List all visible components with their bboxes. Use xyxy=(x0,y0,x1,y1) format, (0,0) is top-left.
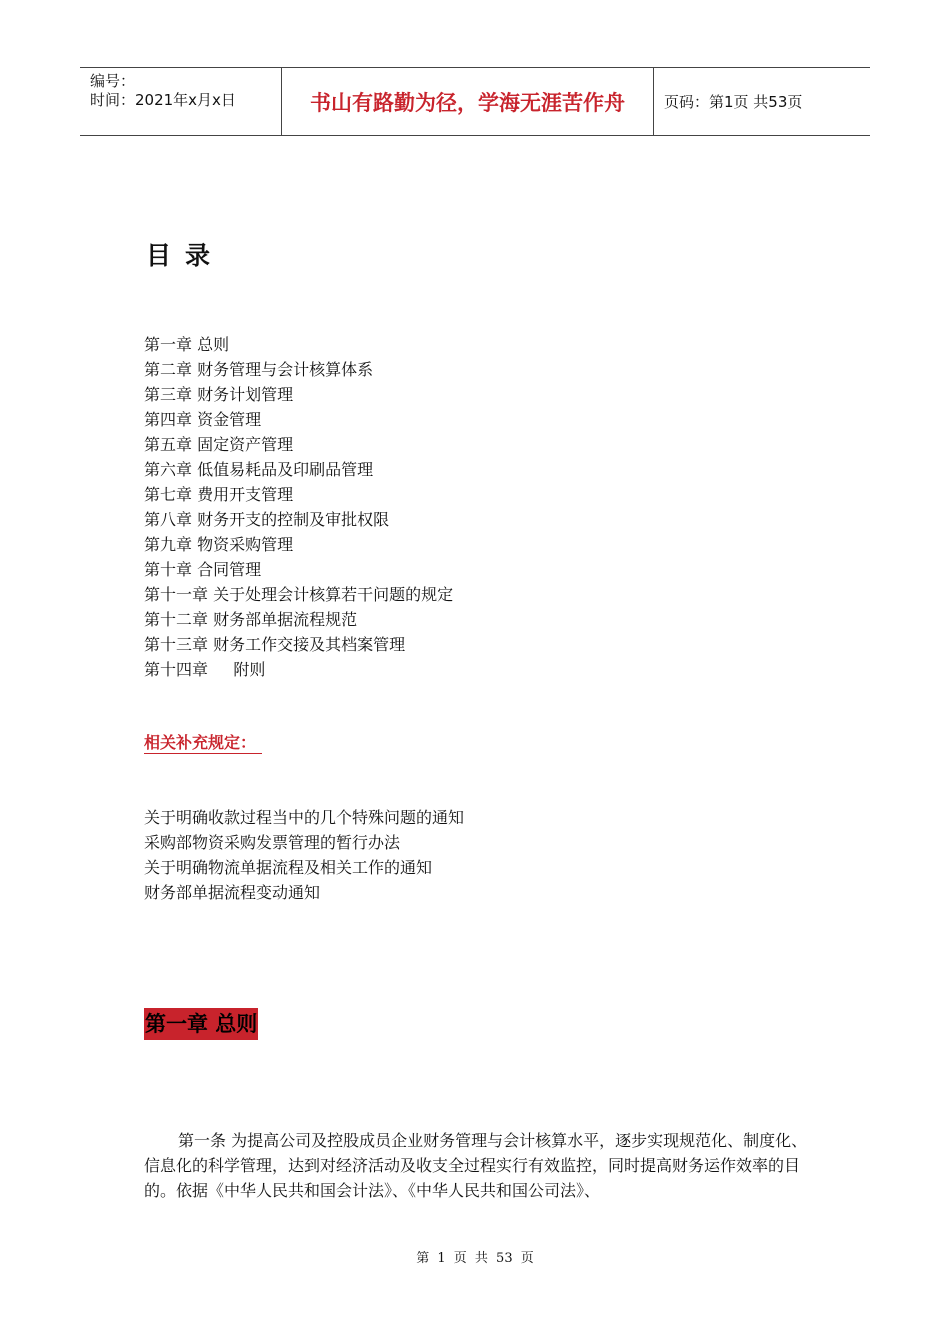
toc-item: 第六章 低值易耗品及印刷品管理 xyxy=(144,460,374,479)
time-label: 时间：2021年x月x日 xyxy=(90,91,236,109)
supplement-item: 关于明确收款过程当中的几个特殊问题的通知 xyxy=(144,808,465,827)
toc-item: 第一章 总则 xyxy=(144,335,230,354)
toc-item: 第二章 财务管理与会计核算体系 xyxy=(144,360,374,379)
header-page-info: 页码：第1页 共53页 xyxy=(664,93,803,111)
toc-item: 第四章 资金管理 xyxy=(144,410,262,429)
toc-list xyxy=(144,332,453,682)
toc-item: 第十二章 财务部单据流程规范 xyxy=(144,610,358,629)
supplement-list xyxy=(144,805,464,905)
toc-item: 第十章 合同管理 xyxy=(144,560,262,579)
header-meta xyxy=(80,68,282,135)
supplement-item: 关于明确物流单据流程及相关工作的通知 xyxy=(144,858,433,877)
page-footer: 第 1 页 共 53 页 xyxy=(416,1251,534,1266)
page-header xyxy=(80,67,870,136)
toc-item: 第八章 财务开支的控制及审批权限 xyxy=(144,510,390,529)
supplement-title: 相关补充规定： xyxy=(144,733,262,754)
toc-item: 第三章 财务计划管理 xyxy=(144,385,294,404)
supplement-item: 财务部单据流程变动通知 xyxy=(144,883,321,902)
supplement-item: 采购部物资采购发票管理的暂行办法 xyxy=(144,833,401,852)
header-motto: 书山有路勤为径，学海无涯苦作舟 xyxy=(282,68,654,135)
article-paragraph: 第一条 为提高公司及控股成员企业财务管理与会计核算水平，逐步实现规范化、制度化、信息化的科学管理，达到对经济活动及收支全过程实行有效监控，同时提高财务运作效率的目的。依据《中华人民共和国会计法》、《中华人民共和国公司法》、 xyxy=(144,1131,808,1200)
number-label: 编号： xyxy=(90,72,136,90)
toc-title: 目录 xyxy=(146,241,225,270)
toc-item: 第十四章 附则 xyxy=(144,660,266,679)
toc-item: 第十三章 财务工作交接及其档案管理 xyxy=(144,635,406,654)
toc-item: 第十一章 关于处理会计核算若干问题的规定 xyxy=(144,585,454,604)
toc-item: 第九章 物资采购管理 xyxy=(144,535,294,554)
chapter-heading: 第一章 总则 xyxy=(144,1008,258,1040)
toc-item: 第五章 固定资产管理 xyxy=(144,435,294,454)
toc-item: 第七章 费用开支管理 xyxy=(144,485,294,504)
